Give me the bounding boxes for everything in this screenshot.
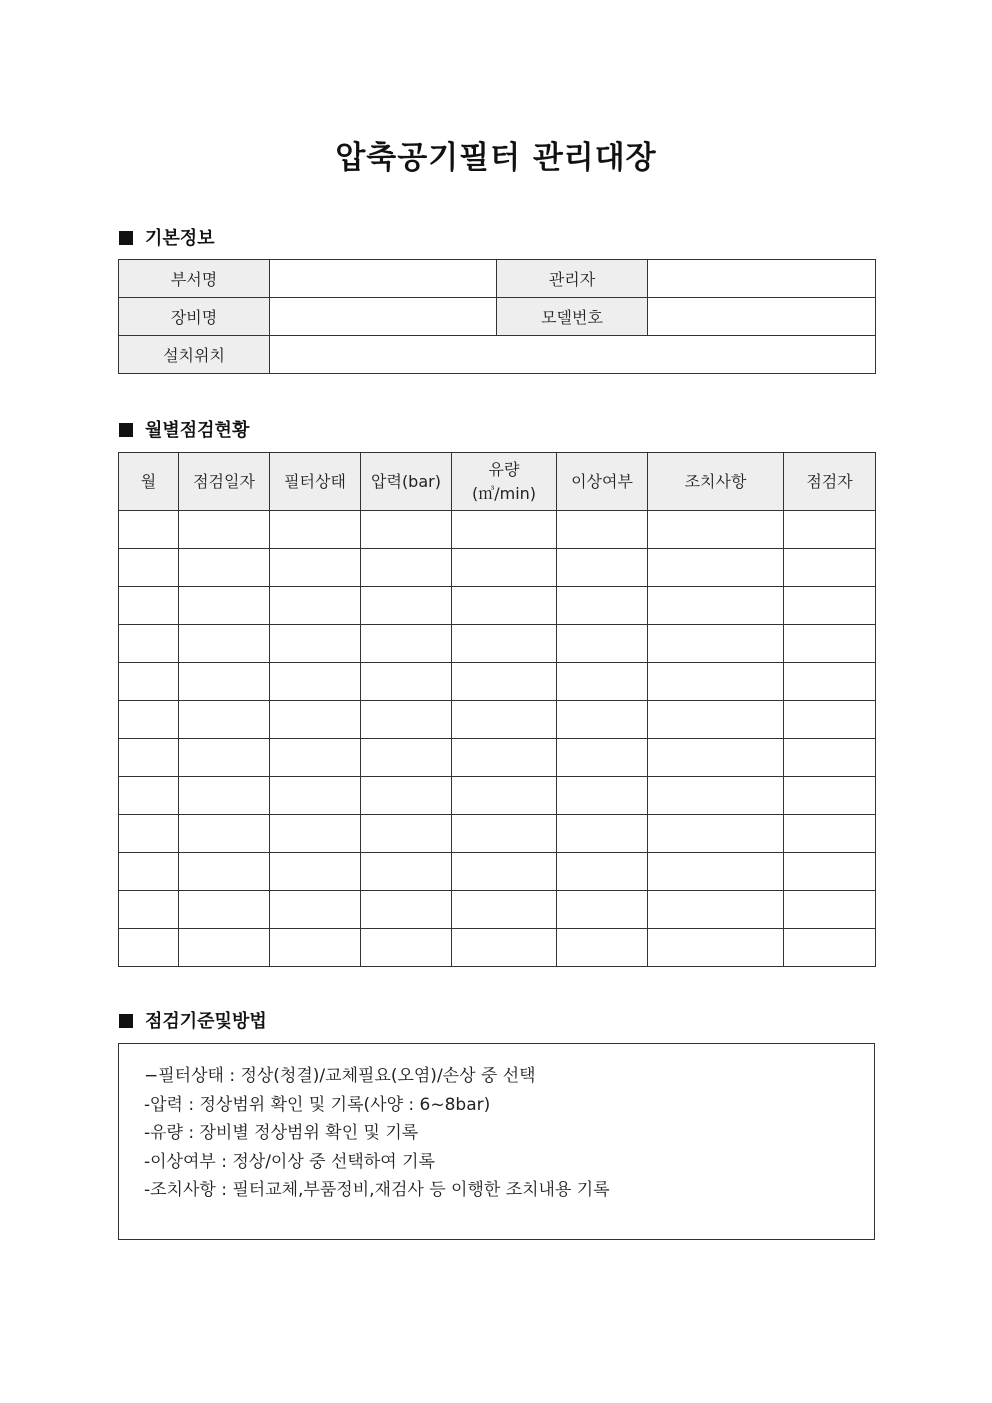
- department-label: 부서명: [119, 260, 270, 298]
- cell-action-taken[interactable]: [648, 853, 784, 891]
- cell-action-taken[interactable]: [648, 511, 784, 549]
- cell-abnormality[interactable]: [557, 701, 648, 739]
- cell-inspection-date[interactable]: [179, 929, 270, 967]
- table-row: [119, 549, 876, 587]
- cell-filter-status[interactable]: [270, 587, 361, 625]
- cell-inspection-date[interactable]: [179, 891, 270, 929]
- cell-inspection-date[interactable]: [179, 701, 270, 739]
- header-month: 월: [119, 453, 179, 511]
- cell-flow-rate[interactable]: [452, 853, 557, 891]
- manager-field[interactable]: [648, 260, 876, 298]
- table-row: [119, 625, 876, 663]
- location-field[interactable]: [270, 336, 876, 374]
- cell-abnormality[interactable]: [557, 815, 648, 853]
- cell-month[interactable]: [119, 853, 179, 891]
- cell-flow-rate[interactable]: [452, 625, 557, 663]
- table-row: [119, 853, 876, 891]
- cell-action-taken[interactable]: [648, 587, 784, 625]
- cell-flow-rate[interactable]: [452, 777, 557, 815]
- cell-filter-status[interactable]: [270, 777, 361, 815]
- cell-action-taken[interactable]: [648, 549, 784, 587]
- cell-pressure[interactable]: [361, 891, 452, 929]
- cell-inspector[interactable]: [784, 625, 876, 663]
- cell-inspector[interactable]: [784, 511, 876, 549]
- cell-inspection-date[interactable]: [179, 663, 270, 701]
- cell-month[interactable]: [119, 929, 179, 967]
- manager-label: 관리자: [497, 260, 648, 298]
- cell-action-taken[interactable]: [648, 663, 784, 701]
- cell-pressure[interactable]: [361, 929, 452, 967]
- cell-action-taken[interactable]: [648, 929, 784, 967]
- square-bullet-icon: [119, 1014, 133, 1028]
- cell-flow-rate[interactable]: [452, 701, 557, 739]
- cell-pressure[interactable]: [361, 511, 452, 549]
- table-row: [119, 663, 876, 701]
- cell-month[interactable]: [119, 891, 179, 929]
- cell-month[interactable]: [119, 587, 179, 625]
- cell-filter-status[interactable]: [270, 891, 361, 929]
- cell-filter-status[interactable]: [270, 929, 361, 967]
- document-title: 압축공기필터 관리대장: [335, 140, 657, 176]
- cell-pressure[interactable]: [361, 701, 452, 739]
- square-bullet-icon: [119, 231, 133, 245]
- cell-action-taken[interactable]: [648, 891, 784, 929]
- section-basic-info: [119, 224, 215, 250]
- cell-inspection-date[interactable]: [179, 815, 270, 853]
- table-row: [119, 929, 876, 967]
- table-row: [119, 891, 876, 929]
- cell-inspector[interactable]: [784, 701, 876, 739]
- cell-pressure[interactable]: [361, 587, 452, 625]
- header-inspection-date: 점검일자: [179, 453, 270, 511]
- cell-pressure[interactable]: [361, 739, 452, 777]
- cell-pressure[interactable]: [361, 549, 452, 587]
- cell-action-taken[interactable]: [648, 815, 784, 853]
- cell-action-taken[interactable]: [648, 777, 784, 815]
- info-row: [119, 260, 876, 298]
- cell-filter-status[interactable]: [270, 549, 361, 587]
- table-row: [119, 701, 876, 739]
- cell-abnormality[interactable]: [557, 511, 648, 549]
- section-criteria-label: 점검기준및방법: [145, 1011, 267, 1032]
- cell-inspection-date[interactable]: [179, 511, 270, 549]
- note-filter-status: −필터상태 : 정상(청결)/교체필요(오염)/손상 중 선택: [144, 1066, 536, 1086]
- header-filter-status: 필터상태: [270, 453, 361, 511]
- header-row: [119, 453, 876, 511]
- cell-month[interactable]: [119, 549, 179, 587]
- cell-abnormality[interactable]: [557, 663, 648, 701]
- cell-abnormality[interactable]: [557, 625, 648, 663]
- cell-action-taken[interactable]: [648, 625, 784, 663]
- note-action-taken: -조치사항 : 필터교체,부품정비,재검사 등 이행한 조치내용 기록: [144, 1180, 610, 1200]
- cell-action-taken[interactable]: [648, 701, 784, 739]
- cell-inspector[interactable]: [784, 891, 876, 929]
- cell-flow-rate[interactable]: [452, 929, 557, 967]
- cell-action-taken[interactable]: [648, 739, 784, 777]
- cell-filter-status[interactable]: [270, 625, 361, 663]
- cell-pressure[interactable]: [361, 777, 452, 815]
- cell-inspector[interactable]: [784, 777, 876, 815]
- cell-inspector[interactable]: [784, 587, 876, 625]
- section-basic-info-label: 기본정보: [145, 228, 215, 249]
- cell-month[interactable]: [119, 777, 179, 815]
- cell-abnormality[interactable]: [557, 853, 648, 891]
- cell-abnormality[interactable]: [557, 777, 648, 815]
- model-number-label: 모델번호: [497, 298, 648, 336]
- cell-filter-status[interactable]: [270, 815, 361, 853]
- section-criteria: [119, 1007, 267, 1033]
- note-flow-rate: -유량 : 장비별 정상범위 확인 및 기록: [144, 1123, 419, 1143]
- header-action-taken: 조치사항: [648, 453, 784, 511]
- info-row: [119, 298, 876, 336]
- cell-month[interactable]: [119, 739, 179, 777]
- cell-flow-rate[interactable]: [452, 587, 557, 625]
- cell-filter-status[interactable]: [270, 853, 361, 891]
- header-pressure: 압력(bar): [361, 453, 452, 511]
- cell-month[interactable]: [119, 625, 179, 663]
- note-pressure: -압력 : 정상범위 확인 및 기록(사양 : 6~8bar): [144, 1094, 491, 1115]
- square-bullet-icon: [119, 423, 133, 437]
- cell-flow-rate[interactable]: [452, 549, 557, 587]
- cell-inspection-date[interactable]: [179, 777, 270, 815]
- table-row: [119, 739, 876, 777]
- cell-month[interactable]: [119, 663, 179, 701]
- cell-filter-status[interactable]: [270, 739, 361, 777]
- cell-inspection-date[interactable]: [179, 853, 270, 891]
- cell-month[interactable]: [119, 701, 179, 739]
- cell-abnormality[interactable]: [557, 929, 648, 967]
- cell-pressure[interactable]: [361, 625, 452, 663]
- cell-pressure[interactable]: [361, 815, 452, 853]
- cell-filter-status[interactable]: [270, 511, 361, 549]
- cell-pressure[interactable]: [361, 663, 452, 701]
- equipment-field[interactable]: [270, 298, 497, 336]
- cell-inspector[interactable]: [784, 815, 876, 853]
- cell-inspector[interactable]: [784, 853, 876, 891]
- department-field[interactable]: [270, 260, 497, 298]
- cell-abnormality[interactable]: [557, 891, 648, 929]
- cell-inspector[interactable]: [784, 739, 876, 777]
- model-number-field[interactable]: [648, 298, 876, 336]
- cell-flow-rate[interactable]: [452, 511, 557, 549]
- header-flow-rate: 유량(㎥/min): [452, 453, 557, 511]
- table-row: [119, 587, 876, 625]
- cell-pressure[interactable]: [361, 853, 452, 891]
- cell-month[interactable]: [119, 511, 179, 549]
- criteria-notes-box: [118, 1043, 875, 1240]
- cell-filter-status[interactable]: [270, 701, 361, 739]
- header-abnormality: 이상여부: [557, 453, 648, 511]
- cell-month[interactable]: [119, 815, 179, 853]
- cell-abnormality[interactable]: [557, 587, 648, 625]
- cell-inspection-date[interactable]: [179, 587, 270, 625]
- cell-flow-rate[interactable]: [452, 891, 557, 929]
- section-monthly: [119, 416, 249, 442]
- monthly-inspection-table: [118, 452, 876, 967]
- cell-inspector[interactable]: [784, 663, 876, 701]
- cell-inspection-date[interactable]: [179, 625, 270, 663]
- table-row: [119, 815, 876, 853]
- note-abnormality: -이상여부 : 정상/이상 중 선택하여 기록: [144, 1151, 435, 1172]
- cell-flow-rate[interactable]: [452, 739, 557, 777]
- header-inspector: 점검자: [784, 453, 876, 511]
- monthly-table-body: [119, 511, 876, 967]
- cell-filter-status[interactable]: [270, 663, 361, 701]
- info-row: [119, 336, 876, 374]
- equipment-label: 장비명: [119, 298, 270, 336]
- section-monthly-label: 월별점검현황: [145, 420, 250, 441]
- cell-abnormality[interactable]: [557, 549, 648, 587]
- table-row: [119, 777, 876, 815]
- cell-abnormality[interactable]: [557, 739, 648, 777]
- cell-flow-rate[interactable]: [452, 663, 557, 701]
- cell-inspector[interactable]: [784, 549, 876, 587]
- basic-info-table: [118, 259, 876, 374]
- location-label: 설치위치: [119, 336, 270, 374]
- cell-inspection-date[interactable]: [179, 549, 270, 587]
- cell-flow-rate[interactable]: [452, 815, 557, 853]
- table-row: [119, 511, 876, 549]
- cell-inspection-date[interactable]: [179, 739, 270, 777]
- cell-inspector[interactable]: [784, 929, 876, 967]
